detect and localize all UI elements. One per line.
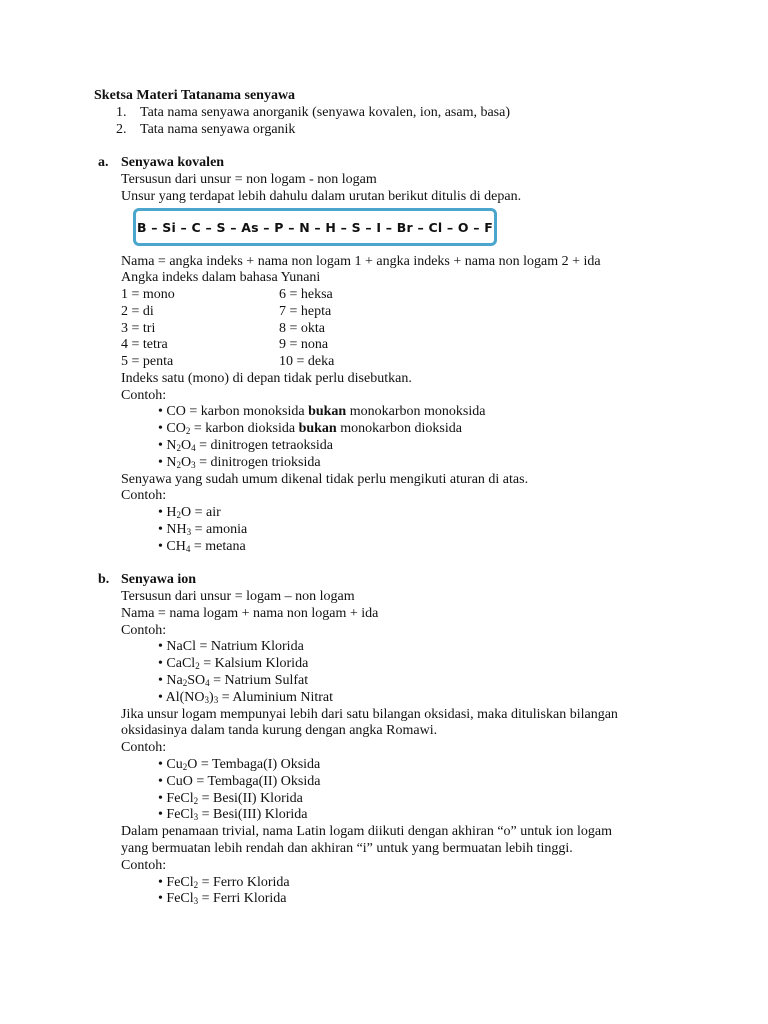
contoh-label: Contoh:: [121, 858, 167, 873]
example-item: • $Al(NO_3)_3$ = Aluminium Nitrat: [158, 690, 334, 705]
example-item: • $Na_2SO_4$ = Natrium Sulfat: [158, 673, 309, 688]
example-item: • FeCl$_3$ = Ferri Klorida: [158, 891, 287, 906]
greek-prefix: 7 = hepta: [279, 304, 332, 319]
outline-item-text: Tata nama senyawa organik: [140, 122, 296, 137]
example-item: • $N_2O_4$ = dinitrogen tetraoksida: [158, 438, 334, 453]
paragraph: Tersusun dari unsur = non logam - non logam: [121, 172, 377, 187]
example-item: • $N_2O_3$ = dinitrogen trioksida: [158, 455, 321, 470]
paragraph: oksidasinya dalam tanda kurung dengan angka Romawi.: [121, 723, 438, 738]
greek-prefix: 10 = deka: [279, 354, 335, 369]
example-item: • FeCl$_3$ = Besi(III) Klorida: [158, 807, 308, 822]
greek-prefix: 5 = penta: [121, 354, 174, 369]
greek-prefix: 9 = nona: [279, 337, 329, 352]
element-order-text: B – Si – C – S – As – P – N – H – S – I – Br – Cl – O – F: [137, 219, 493, 235]
example-item: • CaCl$_2$ = Kalsium Klorida: [158, 656, 309, 671]
outline-item-number: 1.: [116, 105, 127, 120]
example-item: • FeCl$_2$ = Besi(II) Klorida: [158, 791, 303, 806]
greek-prefix: 1 = mono: [121, 287, 175, 302]
example-item: • CO = karbon monoksida bukan monokarbon monoksida: [158, 404, 486, 419]
naming-formula: Nama = angka indeks + nama non logam 1 + angka indeks + nama non logam 2 + ida: [121, 254, 601, 269]
greek-prefix: 4 = tetra: [121, 337, 168, 352]
paragraph: Jika unsur logam mempunyai lebih dari satu bilangan oksidasi, maka dituliskan bilangan: [121, 707, 618, 722]
document-title: Sketsa Materi Tatanama senyawa: [94, 88, 296, 103]
element-order-box: [133, 208, 497, 246]
outline-item-number: 2.: [116, 122, 127, 137]
section-letter: b.: [98, 572, 110, 587]
greek-prefix: 3 = tri: [121, 321, 156, 336]
greek-title: Angka indeks dalam bahasa Yunani: [121, 270, 321, 285]
example-item: • FeCl$_2$ = Ferro Klorida: [158, 875, 290, 890]
contoh-label: Contoh:: [121, 388, 167, 403]
paragraph: Indeks satu (mono) di depan tidak perlu disebutkan.: [121, 371, 412, 386]
example-item: • $Cu_2O$ = Tembaga(I) Oksida: [158, 757, 321, 772]
outline-item-text: Tata nama senyawa anorganik (senyawa kovalen, ion, asam, basa): [140, 105, 511, 120]
paragraph: yang bermuatan lebih rendah dan akhiran “i” untuk yang bermuatan lebih tinggi.: [121, 841, 573, 856]
contoh-label: Contoh:: [121, 488, 167, 503]
example-item: • $NH_3$ = amonia: [158, 522, 248, 537]
section-letter: a.: [98, 155, 109, 170]
contoh-label: Contoh:: [121, 623, 167, 638]
section-heading: Senyawa ion: [121, 572, 197, 587]
greek-prefix: 8 = okta: [279, 321, 325, 336]
paragraph: Unsur yang terdapat lebih dahulu dalam urutan berikut ditulis di depan.: [121, 189, 522, 204]
paragraph: Tersusun dari unsur = logam – non logam: [121, 589, 355, 604]
example-item: • CuO = Tembaga(II) Oksida: [158, 774, 321, 789]
paragraph: Senyawa yang sudah umum dikenal tidak perlu mengikuti aturan di atas.: [121, 472, 529, 487]
contoh-label: Contoh:: [121, 740, 167, 755]
example-item: • $CO_2$ = karbon dioksida bukan monokarbon dioksida: [158, 421, 462, 436]
example-item: • NaCl = Natrium Klorida: [158, 639, 304, 654]
section-heading: Senyawa kovalen: [121, 155, 225, 170]
example-item: • $CH_4 = metana$: [158, 539, 246, 554]
greek-prefix: 6 = heksa: [279, 287, 333, 302]
greek-prefix: 2 = di: [121, 304, 154, 319]
example-item: • $H_2O$ = air: [158, 505, 221, 520]
paragraph: Dalam penamaan trivial, nama Latin logam diikuti dengan akhiran “o” untuk ion logam: [121, 824, 613, 839]
paragraph: Nama = nama logam + nama non logam + ida: [121, 606, 379, 621]
